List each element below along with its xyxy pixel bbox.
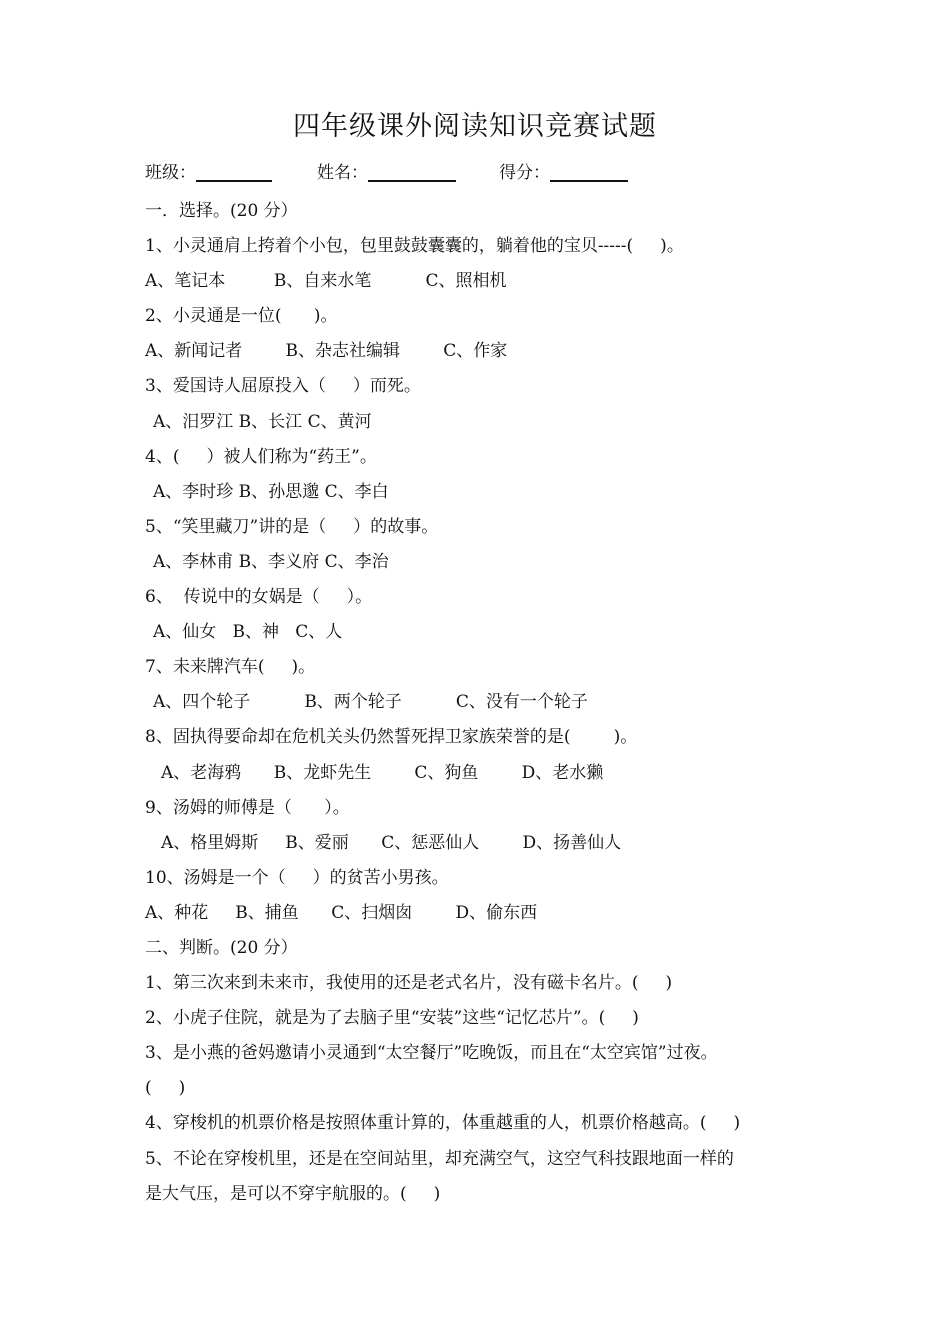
- exam-title: 四年级课外阅读知识竞赛试题: [293, 111, 657, 142]
- question-line: 3、爱国诗人屈原投入（ ）而死。: [145, 376, 421, 397]
- question-line: 5、“笑里藏刀”讲的是（ ）的故事。: [145, 516, 439, 537]
- section-heading-judgment: 二、判断。(20 分）: [145, 937, 298, 958]
- options-line: A、汨罗江 B、长江 C、黄河: [153, 411, 372, 432]
- options-line: A、格里姆斯 B、爱丽 C、惩恶仙人 D、扬善仙人: [161, 832, 622, 853]
- section-heading-choice: 一．选择。(20 分）: [145, 201, 298, 221]
- options-line: A、李林甫 B、李义府 C、李治: [153, 551, 389, 572]
- judgment-line: 是大气压，是可以不穿宇航服的。( ): [145, 1183, 441, 1204]
- options-line: A、种花 B、捕鱼 C、扫烟囱 D、偷东西: [145, 902, 538, 923]
- question-line: 2、小灵通是一位( )。: [145, 306, 338, 327]
- question-line: 7、未来牌汽车( )。: [145, 657, 316, 678]
- name-label: 姓名：: [317, 163, 368, 183]
- score-field: [499, 158, 628, 183]
- judgment-line: ( ): [145, 1078, 186, 1099]
- name-blank: [368, 160, 456, 182]
- score-blank: [550, 160, 628, 182]
- class-blank: [196, 160, 272, 182]
- judgment-line: 5、不论在穿梭机里，还是在空间站里，却充满空气，这空气科技跟地面一样的: [145, 1148, 734, 1169]
- judgment-line: 2、小虎子住院，就是为了去脑子里“安装”这些“记忆芯片”。( ): [145, 1008, 639, 1029]
- judgment-line: 3、是小燕的爸妈邀请小灵通到“太空餐厅”吃晚饭，而且在“太空宾馆”过夜。: [145, 1043, 718, 1064]
- judgment-line: 1、第三次来到未来市，我使用的还是老式名片，没有磁卡名片。( ): [145, 973, 673, 994]
- options-line: A、笔记本 B、自来水笔 C、照相机: [145, 271, 507, 292]
- options-line: A、四个轮子 B、两个轮子 C、没有一个轮子: [153, 692, 588, 713]
- name-field: [317, 158, 456, 183]
- judgment-line: 4、穿梭机的机票价格是按照体重计算的，体重越重的人，机票价格越高。( ): [145, 1113, 741, 1134]
- exam-body: [145, 194, 825, 1212]
- question-line: 4、( ）被人们称为“药王”。: [145, 446, 377, 467]
- class-field: [145, 158, 272, 183]
- options-line: A、老海鸦 B、龙虾先生 C、狗鱼 D、老水獭: [161, 762, 604, 783]
- question-line: 8、固执得要命却在危机关头仍然誓死捍卫家族荣誉的是( )。: [145, 727, 638, 748]
- options-line: A、李时珍 B、孙思邈 C、李白: [153, 481, 389, 502]
- class-label: 班级：: [145, 163, 196, 183]
- question-line: 10、汤姆是一个（ ）的贫苦小男孩。: [145, 867, 449, 888]
- question-line: 1、小灵通肩上挎着个小包，包里鼓鼓囊囊的，躺着他的宝贝-----( )。: [145, 236, 684, 257]
- score-label: 得分：: [499, 163, 550, 183]
- options-line: A、新闻记者 B、杂志社编辑 C、作家: [145, 341, 508, 362]
- question-line: 6、 传说中的女娲是（ ）。: [145, 587, 373, 608]
- question-line: 9、汤姆的师傅是（ ）。: [145, 797, 350, 818]
- options-line: A、仙女 B、神 C、人: [153, 622, 343, 643]
